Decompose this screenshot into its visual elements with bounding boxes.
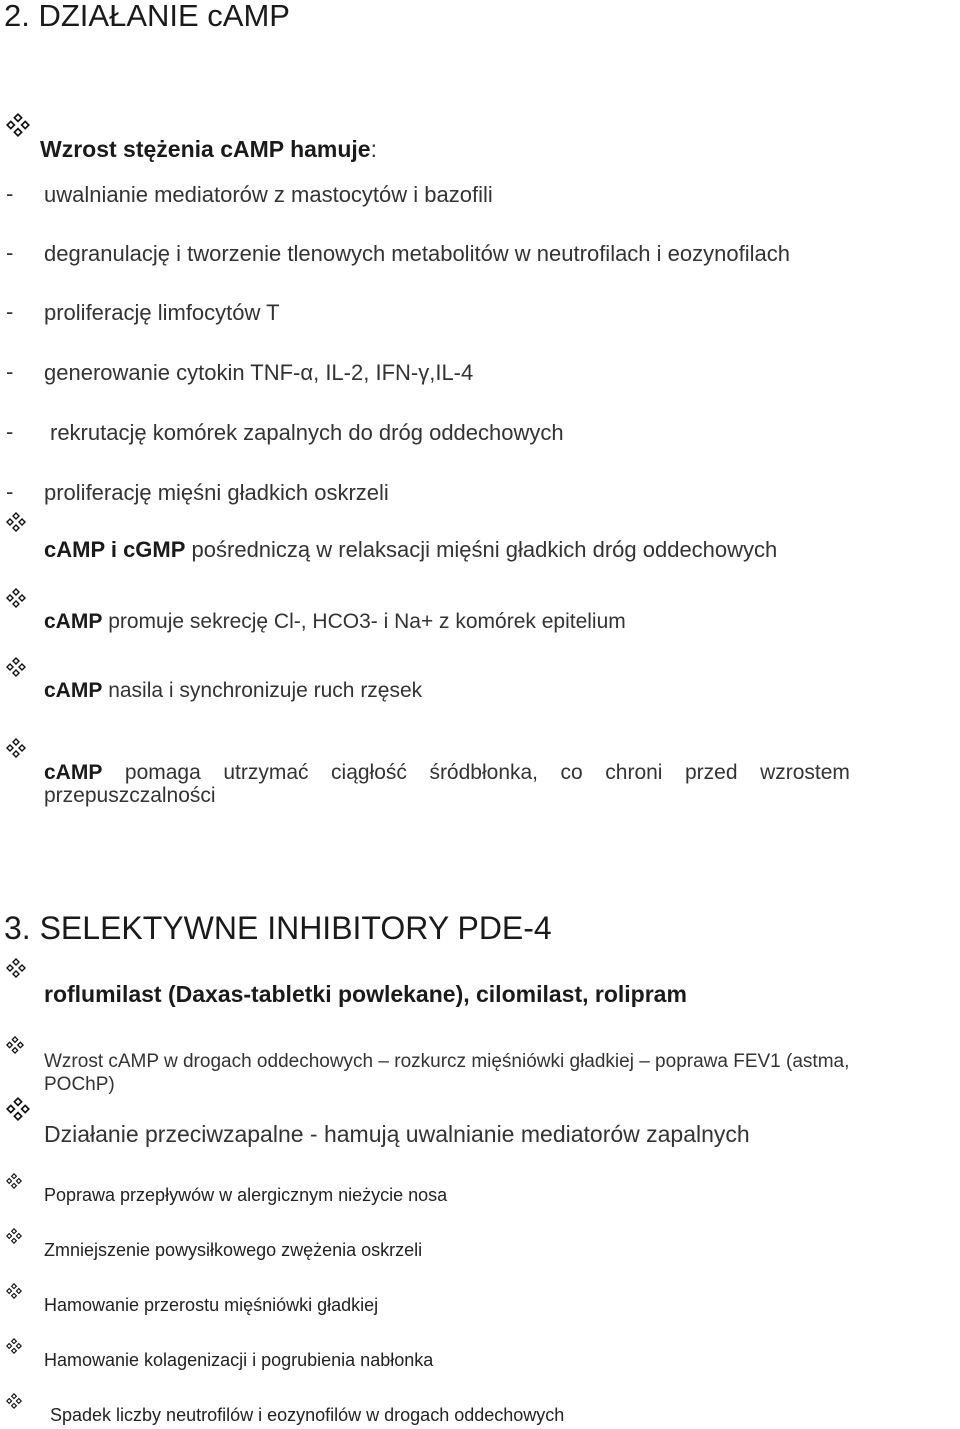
bullet-wzrost-camp-line1: Wzrost cAMP w drogach oddechowych – rozkurcz mięśniówki gładkiej – poprawa FEV1 (astma, <box>44 1051 850 1072</box>
four-diamond-bullet-icon <box>6 1036 24 1054</box>
effect-item: Hamowanie przerostu mięśniówki gładkiej <box>44 1295 379 1315</box>
list-item: generowanie cytokin TNF-α, IL-2, IFN-γ,IL-4 <box>44 360 474 385</box>
four-diamond-bullet-icon <box>6 113 30 137</box>
four-diamond-bullet-icon <box>6 1228 22 1244</box>
drug-list: roflumilast (Daxas-tabletki powlekane), cilomilast, rolipram <box>44 981 687 1007</box>
bullet-camp-srodblonek: cAMP pomaga utrzymać ciągłość śródbłonka, co chroni przed wzrostem przepuszczalności <box>44 761 850 807</box>
bullet-dzialanie-przeciwzapalne: Działanie przeciwzapalne - hamują uwalnianie mediatorów zapalnych <box>44 1121 750 1147</box>
hamuje-heading: Wzrost stężenia cAMP hamuje: <box>40 136 377 162</box>
list-item: proliferację limfocytów T <box>44 300 280 325</box>
four-diamond-bullet-icon <box>6 958 26 978</box>
dash-bullet: - <box>6 181 14 206</box>
dash-bullet: - <box>6 419 14 444</box>
dash-bullet: - <box>6 299 14 324</box>
section-3-title: 3. SELEKTYWNE INHIBITORY PDE-4 <box>4 910 552 946</box>
four-diamond-bullet-icon <box>6 1097 30 1121</box>
section-2-title: 2. DZIAŁANIE cAMP <box>4 0 290 33</box>
four-diamond-bullet-icon <box>6 512 26 532</box>
four-diamond-bullet-icon <box>6 1283 22 1299</box>
bullet-camp-rzeski: cAMP nasila i synchronizuje ruch rzęsek <box>44 679 423 702</box>
bullet-wzrost-camp-line2: POChP) <box>44 1074 115 1095</box>
four-diamond-bullet-icon <box>6 588 26 608</box>
list-item: uwalnianie mediatorów z mastocytów i bazofili <box>44 182 493 207</box>
four-diamond-bullet-icon <box>6 657 26 677</box>
bullet-camp-cgmp: cAMP i cGMP pośredniczą w relaksacji mięśni gładkich dróg oddechowych <box>44 537 778 562</box>
list-item: degranulację i tworzenie tlenowych metabolitów w neutrofilach i eozynofilach <box>44 241 790 266</box>
four-diamond-bullet-icon <box>6 1338 22 1354</box>
dash-bullet: - <box>6 359 14 384</box>
effect-item: Spadek liczby neutrofilów i eozynofilów w drogach oddechowych <box>50 1405 565 1425</box>
dash-bullet: - <box>6 240 14 265</box>
dash-bullet: - <box>6 479 14 504</box>
list-item: rekrutację komórek zapalnych do dróg oddechowych <box>50 420 564 445</box>
four-diamond-bullet-icon <box>6 1173 22 1189</box>
bullet-camp-sekrecja: cAMP promuje sekrecję Cl-, HCO3- i Na+ z komórek epitelium <box>44 610 626 633</box>
list-item: proliferację mięśni gładkich oskrzeli <box>44 480 389 505</box>
effect-item: Zmniejszenie powysiłkowego zwężenia oskrzeli <box>44 1240 423 1260</box>
effect-item: Poprawa przepływów w alergicznym nieżycie nosa <box>44 1185 448 1205</box>
four-diamond-bullet-icon <box>6 1393 22 1409</box>
effect-item: Hamowanie kolagenizacji i pogrubienia nabłonka <box>44 1350 434 1370</box>
four-diamond-bullet-icon <box>6 738 26 758</box>
